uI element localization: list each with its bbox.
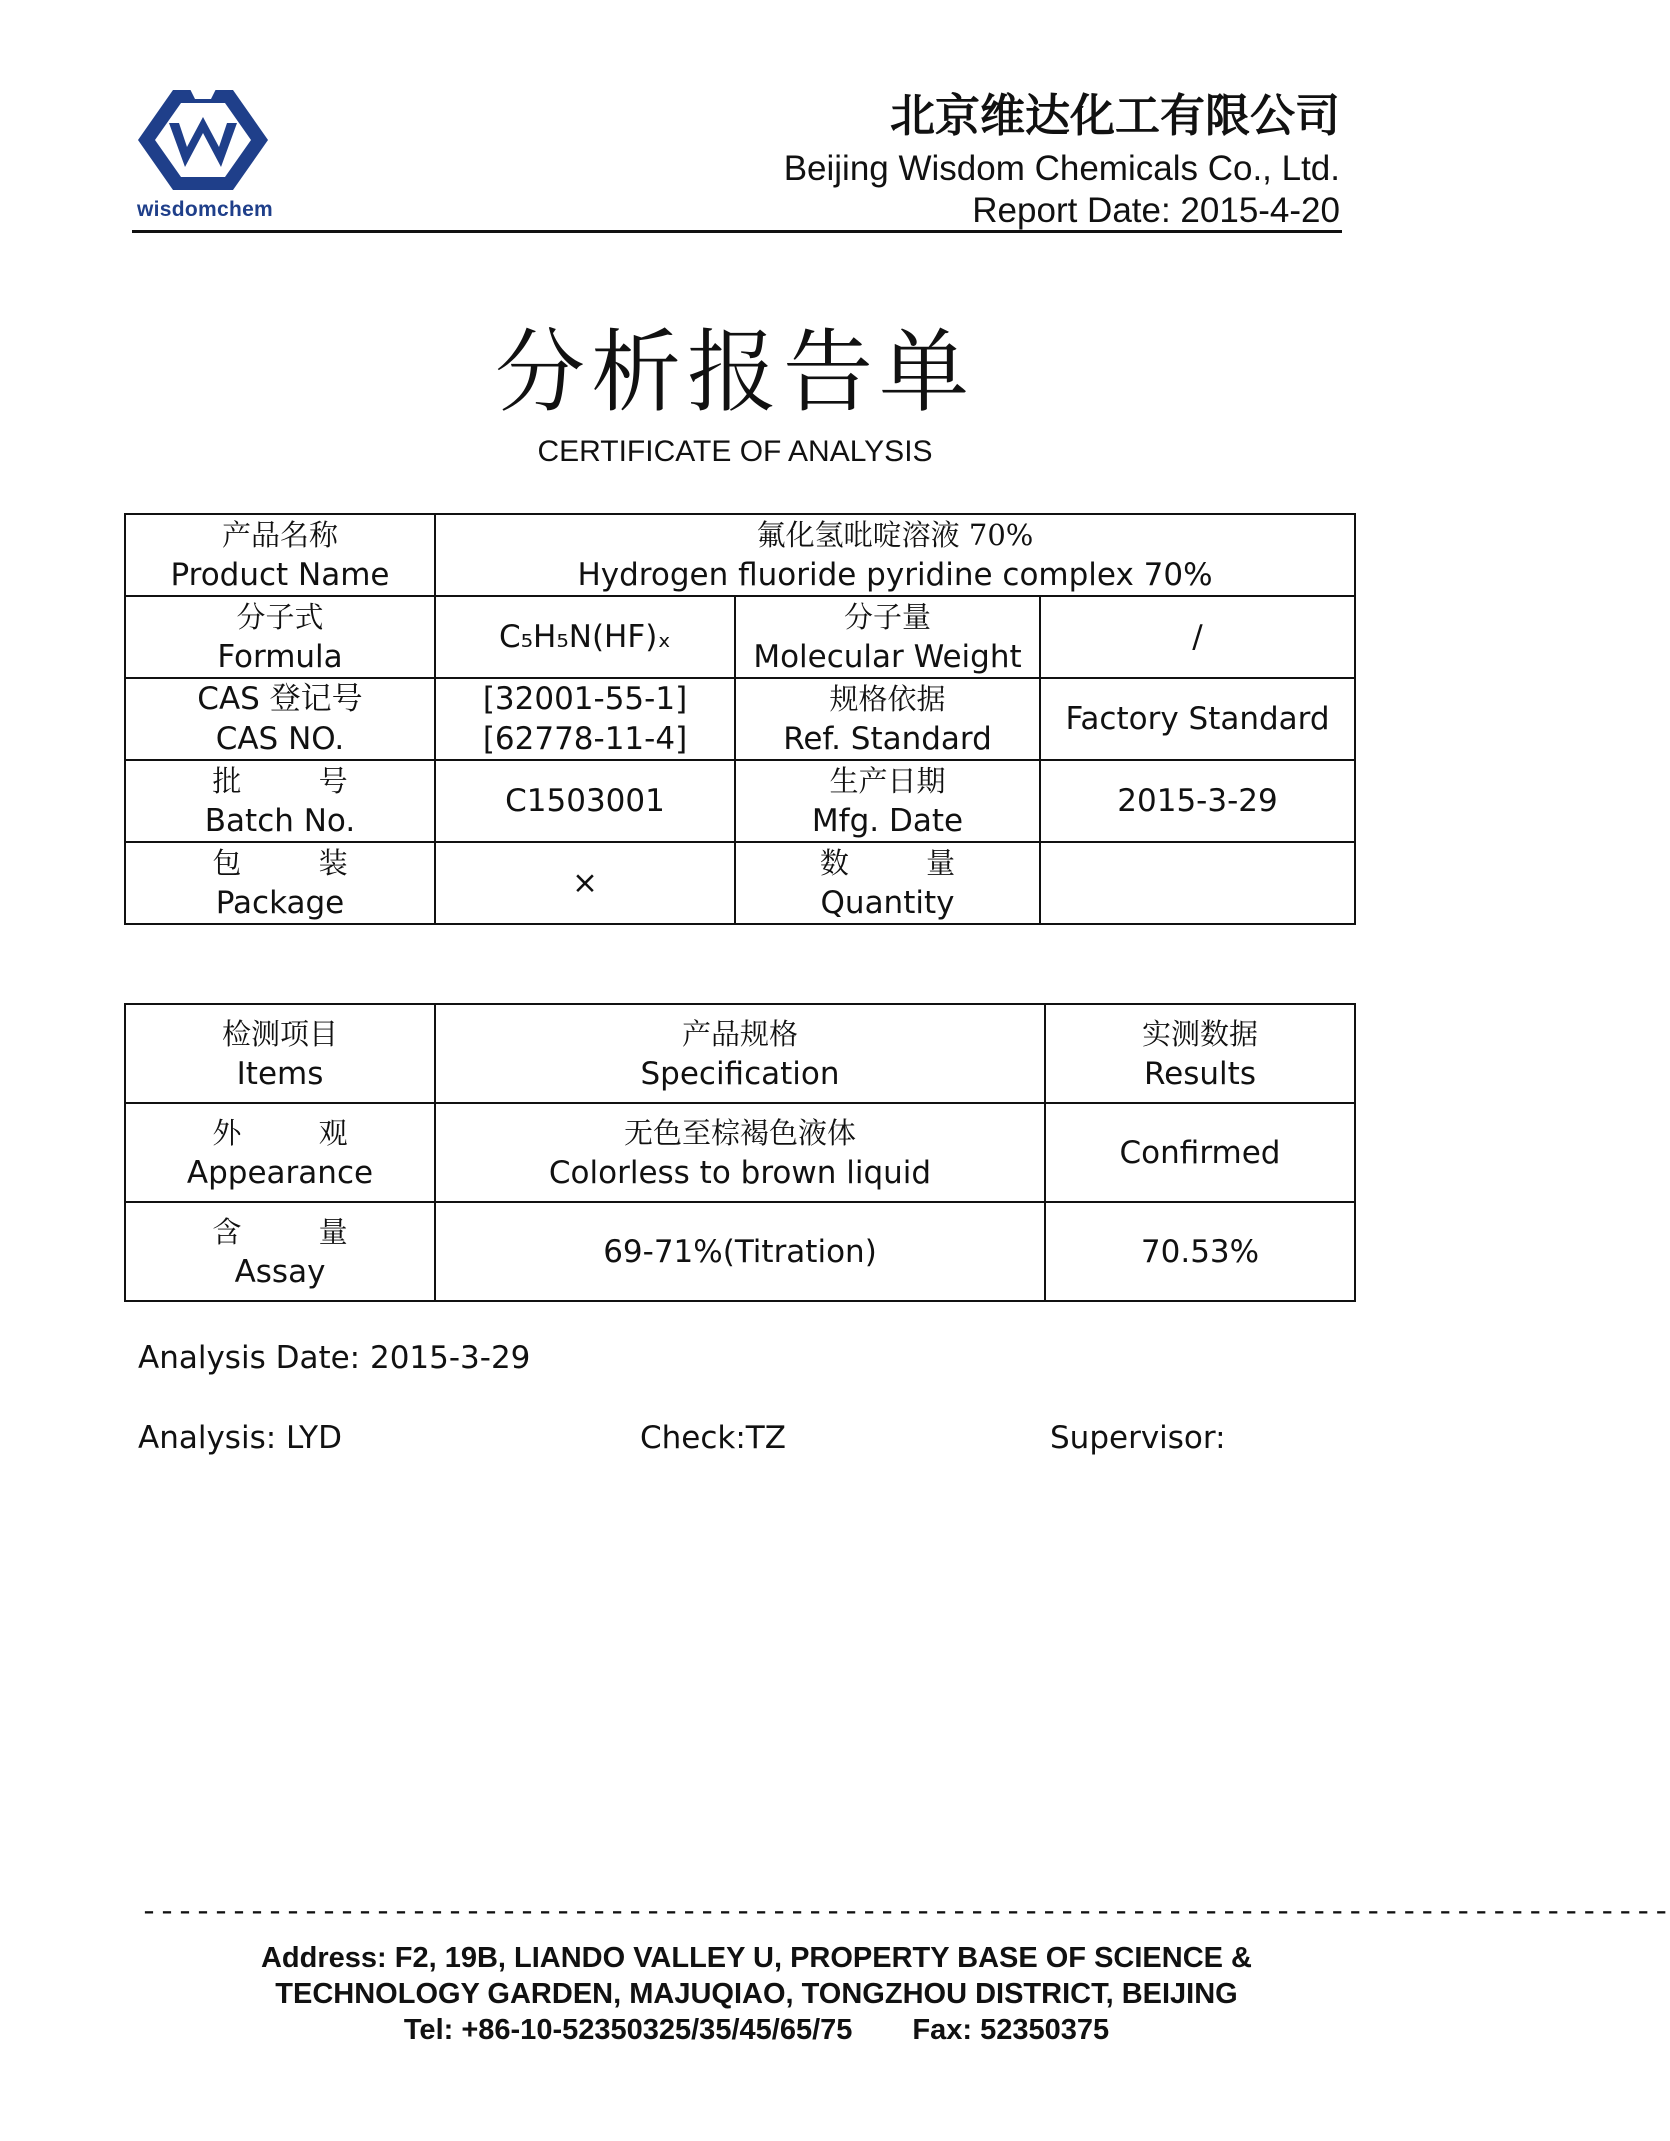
quantity-label: 数 量 Quantity bbox=[735, 842, 1040, 924]
ref-standard-value: Factory Standard bbox=[1040, 678, 1355, 760]
table-row bbox=[125, 514, 1355, 596]
table-row bbox=[125, 678, 1355, 760]
analysis-date: Analysis Date: 2015-3-29 bbox=[138, 1340, 531, 1376]
fax: Fax: 52350375 bbox=[912, 2014, 1110, 2046]
formula-label: 分子式 Formula bbox=[125, 596, 435, 678]
assay-result: 70.53% bbox=[1045, 1202, 1355, 1301]
ref-standard-label: 规格依据 Ref. Standard bbox=[735, 678, 1040, 760]
address-line-1: Address: F2, 19B, LIANDO VALLEY U, PROPERTY BASE OF SCIENCE & bbox=[260, 1942, 1252, 1974]
table-row bbox=[125, 596, 1355, 678]
molecular-weight-value: / bbox=[1040, 596, 1355, 678]
table-row bbox=[125, 842, 1355, 924]
table-row bbox=[125, 1103, 1355, 1202]
cas-label: CAS 登记号 CAS NO. bbox=[125, 678, 435, 760]
batch-label: 批 号 Batch No. bbox=[125, 760, 435, 842]
quantity-value bbox=[1040, 842, 1355, 924]
footer-divider: ------------------------------------------------------------------------------------- bbox=[140, 1896, 1670, 1930]
table-row bbox=[125, 760, 1355, 842]
address-block bbox=[0, 1940, 1513, 2048]
items-header: 检测项目 Items bbox=[125, 1004, 435, 1103]
analyst: Analysis: LYD bbox=[138, 1420, 342, 1456]
appearance-spec: 无色至棕褐色液体 Colorless to brown liquid bbox=[435, 1103, 1045, 1202]
package-value: × bbox=[435, 842, 735, 924]
report-date: Report Date: 2015-4-20 bbox=[972, 191, 1340, 230]
assay-item: 含 量 Assay bbox=[125, 1202, 435, 1301]
cas-value: [32001-55-1] [62778-11-4] bbox=[435, 678, 735, 760]
product-name-label: 产品名称 Product Name bbox=[125, 514, 435, 596]
mfg-date-value: 2015-3-29 bbox=[1040, 760, 1355, 842]
batch-value: C1503001 bbox=[435, 760, 735, 842]
company-name-cn: 北京维达化工有限公司 bbox=[889, 89, 1340, 142]
company-name-en: Beijing Wisdom Chemicals Co., Ltd. bbox=[783, 149, 1340, 188]
telephone: Tel: +86-10-52350325/35/45/65/75 bbox=[403, 2014, 853, 2046]
results-header: 实测数据 Results bbox=[1045, 1004, 1355, 1103]
product-info-table bbox=[124, 513, 1356, 925]
title-cn: 分析报告单 bbox=[495, 320, 975, 425]
logo-text: wisdomchem bbox=[137, 198, 274, 221]
checker: Check:TZ bbox=[640, 1420, 786, 1456]
company-block bbox=[784, 90, 1340, 232]
table-row bbox=[125, 1202, 1355, 1301]
appearance-result: Confirmed bbox=[1045, 1103, 1355, 1202]
supervisor: Supervisor: bbox=[1050, 1420, 1226, 1456]
product-name-value: 氟化氢吡啶溶液 70% Hydrogen fluoride pyridine complex 70% bbox=[435, 514, 1355, 596]
formula-value: C₅H₅N(HF)ₓ bbox=[435, 596, 735, 678]
appearance-item: 外 观 Appearance bbox=[125, 1103, 435, 1202]
contact-line bbox=[0, 2012, 1513, 2048]
analysis-results-table bbox=[124, 1003, 1356, 1302]
mfg-date-label: 生产日期 Mfg. Date bbox=[735, 760, 1040, 842]
molecular-weight-label: 分子量 Molecular Weight bbox=[735, 596, 1040, 678]
specification-header: 产品规格 Specification bbox=[435, 1004, 1045, 1103]
table-header-row bbox=[125, 1004, 1355, 1103]
package-label: 包 装 Package bbox=[125, 842, 435, 924]
title-en: CERTIFICATE OF ANALYSIS bbox=[537, 435, 933, 468]
header-divider bbox=[132, 230, 1342, 233]
assay-spec: 69-71%(Titration) bbox=[435, 1202, 1045, 1301]
address-line-2: TECHNOLOGY GARDEN, MAJUQIAO, TONGZHOU DISTRICT, BEIJING bbox=[275, 1978, 1238, 2010]
